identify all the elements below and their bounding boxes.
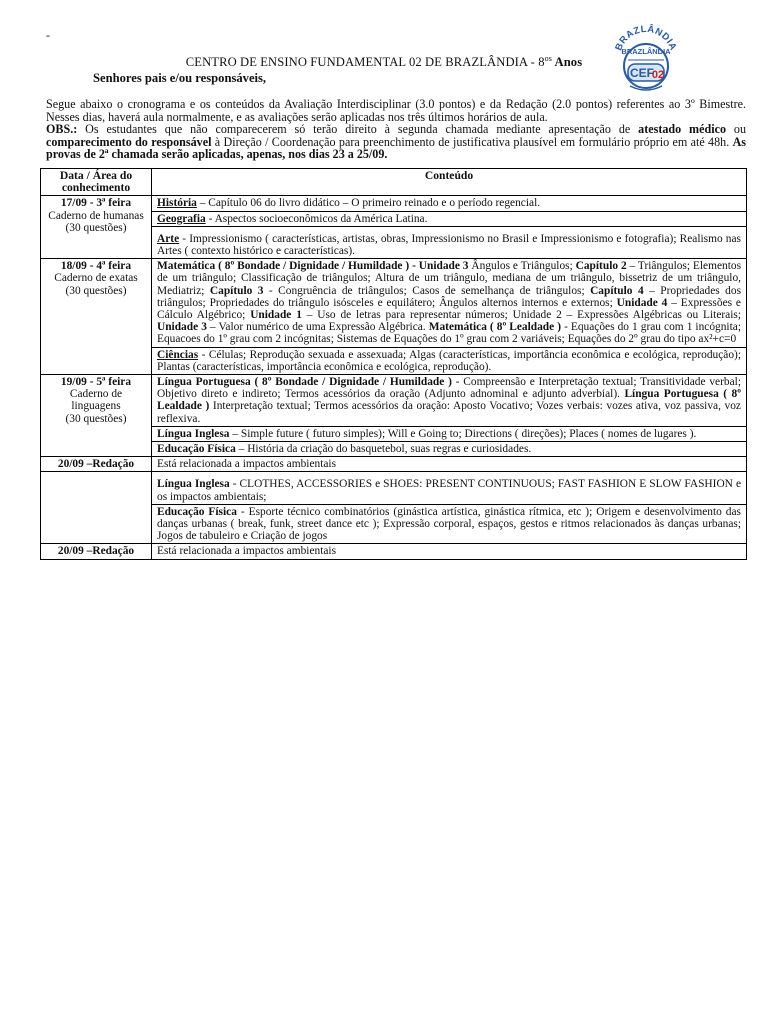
school-title: CENTRO DE ENSINO FUNDAMENTAL 02 DE BRAZLÂNDIA - $8^{os}$ Anos [185, 54, 583, 70]
obs-paragraph: OBS.: Os estudantes que não comparecerem só terão direito à segunda chamada mediante apresentação de atestado médico ou comparecimento do responsável à Direção / Coordenação para preenchimento de justificativa plausível em formulário próprio em até 48h. As provas de 2ª chamada serão aplicadas, apenas, nos dias 23 a 25/09. [46, 122, 747, 162]
table-row [41, 457, 747, 472]
content-arte: Arte - Impressionismo ( características, artistas, obras, Impressionismo no Brasil e Impressionismo e fotografia); Realismo nas Artes ( contexto histórico e características). [152, 226, 747, 258]
logo-badge-number: 02 [651, 69, 665, 81]
content-ciencias: Ciências - Células; Reprodução sexuada e assexuada; Algas (características, importância econômica e ecológica, reprodução); Plantas (características, importância econômica e ecológica, reprodução). [152, 347, 747, 374]
date-cell: 19/09 - 5ª feira Caderno de linguagens (30 questões) [41, 375, 152, 457]
schedule-table [40, 168, 747, 560]
header-content: Conteúdo [152, 169, 747, 196]
header-date-area: Data / Área do conhecimento [41, 169, 152, 196]
intro-paragraph: Segue abaixo o cronograma e os conteúdos da Avaliação Interdisciplinar (3.0 pontos) e da Redação (2.0 pontos) referentes ao 3º Bimestre. Nesses dias, haverá aula normalmente, e as avaliações serão aplicadas nos três últimos horários de aula. [46, 97, 746, 124]
table-row [41, 196, 747, 211]
table-header-row [41, 169, 747, 196]
logo-badge-text: CEF [630, 66, 654, 80]
table-row [41, 472, 747, 504]
greeting: Senhores pais e/ou responsáveis, [93, 71, 267, 85]
content-educacao-fisica-extra: Educação Física - Esporte técnico combinatórios (ginástica artística, ginástica rítmica, etc ); Origem e desenvolvimento das danças urbanas ( break, funk, street dance etc ); Expressão corporal, espaços, gestos e ritmos relacionados às danças urbanas; Jogos de tabuleiro e Criação de jogos [152, 504, 747, 544]
logo-arc-text: BRAZLÂNDIA [613, 23, 679, 53]
content-matematica: Matemática ( 8º Bondade / Dignidade / Humildade ) - Unidade 3 Ângulos e Triângulos; Capítulo 2 – Triângulos; Elementos de um triângulo; Classificação de triângulos; Altura de um triângulo, mediana de um triângulo, bissetriz de um triângulo, Mediatriz; Capítulo 3 - Congruência de triângulos; Casos de semelhança de triângulos; Capítulo 4 – Propriedades dos triângulos; Propriedades do triângulo isósceles e equilátero; Ângulos alternos internos e externos; Unidade 4 – Expressões e Cálculo Algébrico; Unidade 1 – Uso de letras para representar números; Unidade 2 – Expressões Algébricas ou Literais; Unidade 3 – Valor numérico de uma Expressão Algébrica. Matemática ( 8º Lealdade ) - Equações do 1 grau com 1 incógnita; Equacoes do 1º grau com 2 incógnitas; Sistemas de Equações do 1º grau com 2 variáveis; Equações do 2º grau do tipo ax²+c=0 [152, 259, 747, 347]
corner-dash: - [46, 28, 50, 42]
content-geografia: Geografia - Aspectos socioeconômicos da América Latina. [152, 211, 747, 226]
content-redacao-2: Está relacionada a impactos ambientais [152, 544, 747, 559]
date-cell-empty [41, 472, 152, 544]
date-cell: 18/09 - 4ª feira Caderno de exatas (30 questões) [41, 259, 152, 375]
table-row [41, 375, 747, 427]
date-cell: 17/09 - 3ª feira Caderno de humanas (30 questões) [41, 196, 152, 259]
school-logo [606, 18, 686, 104]
intro-text [46, 98, 746, 161]
date-cell: 20/09 –Redação [41, 544, 152, 559]
content-lingua-inglesa-extra: Língua Inglesa - CLOTHES, ACCESSORIES e SHOES: PRESENT CONTINUOUS; FAST FASHION E SLOW FASHION e os impactos ambientais; [152, 472, 747, 504]
content-lingua-portuguesa: Língua Portuguesa ( 8º Bondade / Dignidade / Humildade ) - Compreensão e Interpretação textual; Transitividade verbal; Objetivo direto e indireto; Termos acessórios da oração (Adjunto adnominal e adjunto adverbial). Língua Portuguesa ( 8º Lealdade ) Interpretação textual; Termos acessórios da oração: Aposto Vocativo; Vozes verbais: vozes ativa, voz passiva, voz reflexiva. [152, 375, 747, 427]
content-educacao-fisica: Educação Física – História da criação do basquetebol, suas regras e curiosidades. [152, 442, 747, 457]
table-row [41, 544, 747, 559]
content-lingua-inglesa: Língua Inglesa – Simple future ( futuro simples); Will e Going to; Directions ( direções); Places ( nomes de lugares ). [152, 426, 747, 441]
content-historia: História – Capítulo 06 do livro didático – O primeiro reinado e o período regencial. [152, 196, 747, 211]
table-row [41, 259, 747, 347]
logo-inner-text: BRAZLÂNDIA [621, 47, 671, 56]
date-cell: 20/09 –Redação [41, 457, 152, 472]
content-redacao: Está relacionada a impactos ambientais [152, 457, 747, 472]
